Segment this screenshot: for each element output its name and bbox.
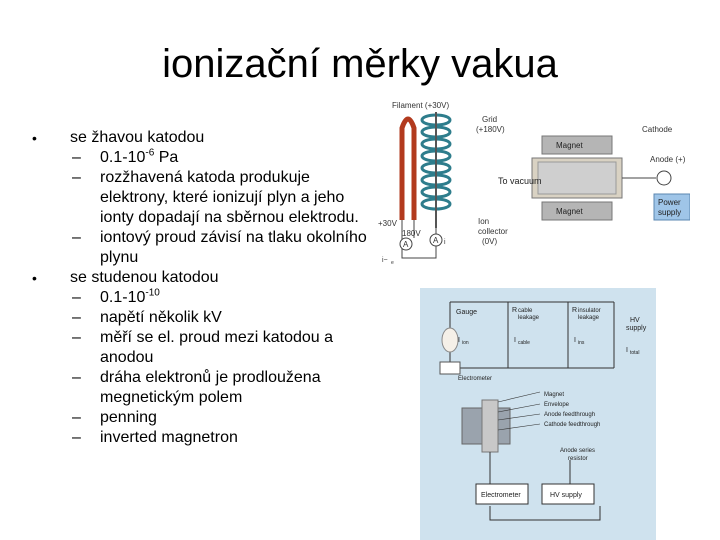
dash-marker: –	[72, 309, 81, 326]
anode-feedthrough-label: Anode feedthrough	[544, 412, 596, 418]
ii-label: i	[444, 239, 446, 246]
magnet-label: Magnet	[544, 392, 565, 398]
cold-cathode-diagram	[420, 288, 656, 540]
ammeter-electron-label: A	[403, 240, 409, 249]
r-cable-label: R	[512, 307, 518, 314]
anode-series-label: Anode series	[560, 448, 596, 454]
grid-label: Grid	[482, 115, 498, 124]
dash-marker: –	[72, 169, 81, 186]
bullet-list	[30, 128, 370, 448]
v180-label: 180V	[402, 229, 421, 238]
ammeter-ion-label: A	[433, 236, 439, 245]
hv-supply-label: supply	[626, 325, 647, 332]
cathode-feedthrough-label: Cathode feedthrough	[544, 422, 601, 428]
filament-label: Filament (+30V)	[392, 101, 450, 110]
range-base: 0.1-10	[100, 289, 146, 306]
bullet-hot-cathode	[30, 128, 370, 148]
to-vacuum-label: To vacuum	[498, 176, 542, 186]
bullet-marker: •	[32, 130, 37, 146]
sub-item-hot-range	[30, 148, 370, 168]
grid-voltage-label: (+180V)	[476, 125, 505, 134]
electrometer-meter	[440, 362, 460, 374]
magnet-bottom-label: Magnet	[556, 207, 583, 216]
anode-label: Anode (+)	[650, 155, 686, 164]
i-cable-label: I	[514, 337, 516, 344]
gauge-bulb	[442, 328, 458, 352]
magnet-top-label: Magnet	[556, 141, 583, 150]
sub-item-text: iontový proud závisí na tlaku okolního plynu	[100, 229, 367, 266]
i-ins-label: I	[574, 337, 576, 344]
bullet-marker: •	[32, 270, 37, 286]
sub-item-hot-principle	[30, 168, 370, 228]
bullet-cold-cathode	[30, 268, 370, 288]
dash-marker: –	[72, 329, 81, 346]
range-unit: Pa	[154, 149, 179, 166]
cathode-plate	[538, 162, 616, 194]
electron-current-sub: e	[391, 260, 394, 266]
envelope-block	[482, 400, 498, 452]
penning-gauge	[498, 125, 690, 220]
sub-item-cold-range	[30, 288, 370, 308]
insulator-leakage-label: leakage	[578, 315, 600, 321]
dash-marker: –	[72, 149, 81, 166]
sub-item-cold-penning	[30, 408, 370, 428]
power-supply-label-2: supply	[658, 208, 682, 217]
total-sub-label: total	[630, 350, 640, 356]
sub-item-text: dráha elektronů je prodloužena megnetickým polem	[100, 369, 321, 406]
hot-cathode-diagram	[372, 98, 690, 276]
i-ion-label: I	[458, 337, 460, 344]
v30-label: +30V	[378, 219, 397, 228]
cable-sub-label: cable	[518, 340, 530, 346]
sub-item-text: napětí několik kV	[100, 309, 222, 326]
sub-item-hot-current	[30, 228, 370, 268]
cable-label: cable	[518, 308, 533, 314]
sub-item-cold-current	[30, 328, 370, 368]
hv-label: HV	[630, 317, 640, 324]
dash-marker: –	[72, 289, 81, 306]
sub-item-cold-voltage	[30, 308, 370, 328]
gauge-label: Gauge	[456, 309, 478, 316]
sub-item-text: inverted magnetron	[100, 429, 238, 446]
hv-supply-box-label: HV supply	[550, 492, 582, 499]
cathode-label: Cathode	[642, 125, 673, 134]
ins-sub-label: ins	[578, 340, 585, 346]
bullet-label: se studenou katodou	[70, 269, 219, 286]
sub-item-text: penning	[100, 409, 157, 426]
sub-item-text: měří se el. proud mezi katodou a anodou	[100, 329, 334, 366]
resistor-label: resistor	[568, 456, 588, 462]
range-exponent: -6	[145, 147, 155, 159]
power-supply-label: Power	[658, 198, 681, 207]
insulator-label: insulator	[578, 308, 601, 314]
dash-marker: –	[72, 369, 81, 386]
ion-collector-label: Ion	[478, 217, 490, 226]
dash-marker: –	[72, 429, 81, 446]
sub-item-cold-magnetron	[30, 428, 370, 448]
i-total-label: I	[626, 347, 628, 354]
sub-item-text: rozžhavená katoda produkuje elektrony, které ionizují plyn a jeho ionty dopadají na sběrnou elektrodu.	[100, 169, 359, 226]
ion-collector-voltage: (0V)	[482, 237, 498, 246]
ion-collector-label-2: collector	[478, 227, 508, 236]
magnet-assembly	[462, 400, 510, 452]
page-title: ionizační měrky vakua	[162, 42, 558, 86]
cable-leakage-label: leakage	[518, 315, 540, 321]
electrometer-box-label: Electrometer	[481, 492, 521, 499]
filament-wire	[402, 119, 414, 220]
range-exponent: -10	[145, 287, 160, 299]
dash-marker: –	[72, 409, 81, 426]
ion-sub-label: ion	[462, 340, 469, 346]
envelope-label: Envelope	[544, 402, 570, 408]
electrometer-label: Electrometer	[458, 376, 493, 382]
range-base: 0.1-10	[100, 149, 146, 166]
sub-item-cold-path	[30, 368, 370, 408]
r-ins-label: R	[572, 307, 578, 314]
electron-current-label: i−	[382, 257, 388, 264]
bullet-label: se žhavou katodou	[70, 129, 205, 146]
anode-meter	[657, 171, 671, 185]
dash-marker: –	[72, 229, 81, 246]
